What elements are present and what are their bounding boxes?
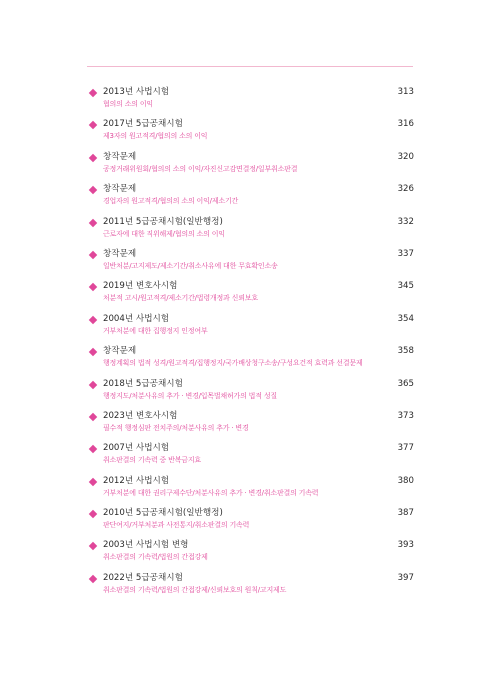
toc-entry-subtitle: 협의의 소의 이익 bbox=[103, 100, 153, 108]
toc-entry[interactable] bbox=[103, 248, 414, 280]
toc-entry-title: 창작문제 bbox=[103, 346, 137, 357]
bullet-diamond-icon bbox=[89, 477, 97, 485]
toc-entry[interactable] bbox=[103, 216, 414, 248]
bullet-diamond-icon bbox=[89, 283, 97, 291]
toc-entry-page: 320 bbox=[397, 151, 414, 162]
toc-entry-title: 2003년 사법시험 변형 bbox=[103, 540, 189, 551]
bullet-diamond-icon bbox=[89, 348, 97, 356]
bullet-diamond-icon bbox=[89, 542, 97, 550]
bullet-diamond-icon bbox=[89, 445, 97, 453]
toc-entry-subtitle: 판단여지/거부처분과 사전통지/취소판결의 기속력 bbox=[103, 521, 250, 530]
toc-entry-page: 354 bbox=[397, 313, 414, 324]
toc-entry-title: 창작문제 bbox=[103, 248, 137, 259]
bullet-diamond-icon bbox=[89, 251, 97, 259]
toc-entry-subtitle: 행정지도/처분사유의 추가 · 변경/입목벌채허가의 법적 성질 bbox=[103, 391, 277, 400]
toc-entry-subtitle: 처분적 고시/원고적격/제소기간/법령개정과 신뢰보호 bbox=[103, 294, 258, 303]
toc-entry-page: 326 bbox=[397, 184, 414, 195]
bullet-diamond-icon bbox=[89, 380, 97, 388]
toc-entry[interactable] bbox=[103, 345, 414, 377]
toc-entry-subtitle: 행정계획의 법적 성격/원고적격/집행정지/국가배상청구소송/구성요건적 효력과 선결문제 bbox=[103, 359, 363, 368]
toc-entry[interactable] bbox=[103, 475, 414, 507]
toc-entry[interactable] bbox=[103, 151, 414, 183]
toc-entry-title: 창작문제 bbox=[103, 184, 137, 195]
toc-entry[interactable] bbox=[103, 442, 414, 474]
toc-entry[interactable] bbox=[103, 539, 414, 571]
toc-entry-page: 397 bbox=[397, 572, 414, 583]
toc-entry-page: 332 bbox=[397, 216, 414, 227]
toc-entry-subtitle: 근로자에 대한 직위해제/협의의 소의 이익 bbox=[103, 229, 225, 238]
toc-entry-page: 358 bbox=[397, 346, 414, 357]
bullet-diamond-icon bbox=[89, 121, 97, 129]
toc-entry-page: 313 bbox=[397, 87, 414, 97]
toc-entry-title: 2010년 5급공채시험(일반행정) bbox=[103, 508, 223, 519]
bullet-diamond-icon bbox=[89, 315, 97, 323]
toc-entry[interactable] bbox=[103, 118, 414, 150]
toc-entry-subtitle: 경업자의 원고적격/협의의 소의 이익/제소기간 bbox=[103, 197, 239, 206]
toc-entry-title: 2011년 5급공채시험(일반행정) bbox=[103, 216, 223, 227]
toc-entry[interactable] bbox=[103, 572, 414, 604]
toc-entry-page: 387 bbox=[397, 508, 414, 519]
bullet-diamond-icon bbox=[89, 218, 97, 226]
toc-entry-title: 창작문제 bbox=[103, 151, 137, 162]
toc-entry-subtitle: 취소판결의 기속력 중 반복금지효 bbox=[103, 456, 201, 465]
toc-entry-page: 373 bbox=[397, 410, 414, 421]
toc-entry-page: 316 bbox=[397, 119, 414, 130]
toc-entry-page: 393 bbox=[397, 540, 414, 551]
toc-entry-subtitle: 공정거래위원회/협의의 소의 이익/자진신고감면결정/일부취소판결 bbox=[103, 164, 298, 173]
toc-entry-subtitle: 필수적 행정심판 전치주의/처분사유의 추가 · 변경 bbox=[103, 423, 249, 432]
bullet-diamond-icon bbox=[89, 575, 97, 583]
toc-entry-title: 2012년 사법시험 bbox=[103, 475, 170, 486]
toc-entry[interactable] bbox=[103, 86, 414, 118]
toc-entry-page: 337 bbox=[397, 248, 414, 259]
toc-entry-title: 2013년 사법시험 bbox=[103, 87, 170, 97]
toc-entry[interactable] bbox=[103, 378, 414, 410]
header-rule bbox=[87, 66, 413, 67]
toc-entry-title: 2004년 사법시험 bbox=[103, 313, 170, 324]
toc-entry-title: 2019년 변호사시험 bbox=[103, 281, 178, 292]
toc-entry-page: 380 bbox=[397, 475, 414, 486]
toc-entry[interactable] bbox=[103, 507, 414, 539]
toc-entry-title: 2022년 5급공채시험 bbox=[103, 572, 183, 583]
toc-entry-title: 2017년 5급공채시험 bbox=[103, 119, 183, 130]
toc-entry[interactable] bbox=[103, 313, 414, 345]
toc-entry-page: 377 bbox=[397, 443, 414, 454]
toc-entry-subtitle: 취소판결의 기속력/법원의 간접강제/신뢰보호의 원칙/고지제도 bbox=[103, 585, 287, 594]
bullet-diamond-icon bbox=[89, 154, 97, 162]
toc-entry[interactable] bbox=[103, 410, 414, 442]
bullet-diamond-icon bbox=[89, 89, 97, 97]
table-of-contents bbox=[103, 86, 414, 604]
toc-entry[interactable] bbox=[103, 183, 414, 215]
toc-entry-title: 2023년 변호사시험 bbox=[103, 410, 178, 421]
toc-entry-subtitle: 취소판결의 기속력/법원의 간접강제 bbox=[103, 553, 208, 562]
bullet-diamond-icon bbox=[89, 510, 97, 518]
toc-entry-page: 345 bbox=[397, 281, 414, 292]
toc-entry-subtitle: 거부처분에 대한 집행정지 인정여부 bbox=[103, 326, 208, 335]
toc-entry[interactable] bbox=[103, 280, 414, 312]
toc-entry-title: 2007년 사법시험 bbox=[103, 443, 170, 454]
toc-entry-subtitle: 제3자의 원고적격/협의의 소의 이익 bbox=[103, 132, 208, 141]
bullet-diamond-icon bbox=[89, 186, 97, 194]
toc-entry-subtitle: 일반처분/고지제도/제소기간/취소사유에 대한 무효확인소송 bbox=[103, 261, 278, 270]
toc-entry-title: 2018년 5급공채시험 bbox=[103, 378, 183, 389]
bullet-diamond-icon bbox=[89, 413, 97, 421]
toc-entry-subtitle: 거부처분에 대한 권리구제수단/처분사유의 추가 · 변경/취소판결의 기속력 bbox=[103, 488, 319, 497]
toc-entry-page: 365 bbox=[397, 378, 414, 389]
